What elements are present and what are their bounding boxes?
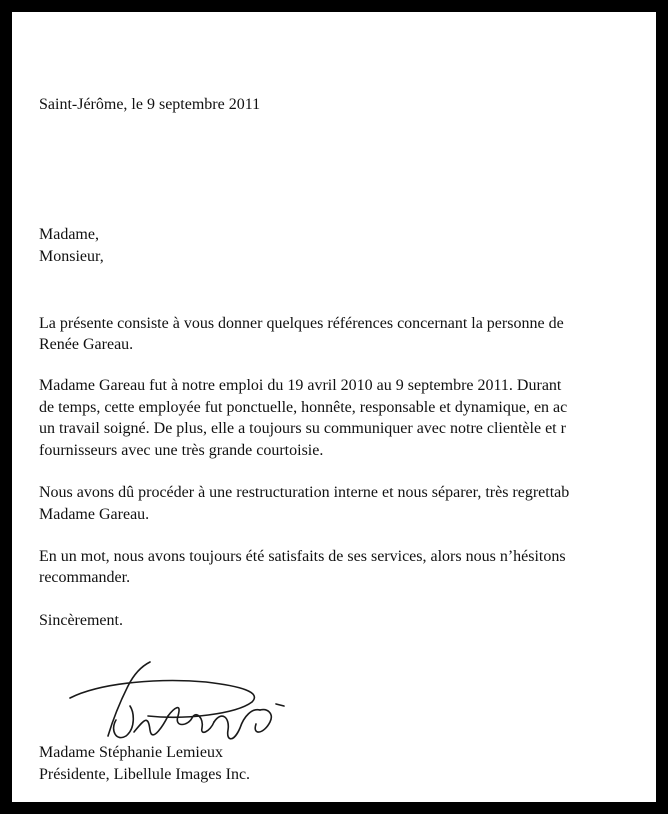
place-date: Saint-Jérôme, le 9 septembre 2011 — [39, 96, 261, 113]
paragraph-2-line-4: fournisseurs avec une très grande courtoisie. — [39, 442, 324, 459]
paragraph-4-line-1: En un mot, nous avons toujours été satisfaits de ses services, alors nous n’hésitons — [39, 548, 566, 565]
handwritten-signature — [64, 658, 294, 750]
letter-page — [12, 12, 656, 802]
salutation-madame: Madame, — [39, 226, 99, 243]
paragraph-1-line-2: Renée Gareau. — [39, 336, 134, 353]
paragraph-1-line-1: La présente consiste à vous donner quelques références concernant la personne de — [39, 315, 564, 332]
salutation-monsieur: Monsieur, — [39, 248, 104, 265]
closing: Sincèrement. — [39, 612, 123, 629]
signer-name: Madame Stéphanie Lemieux — [39, 744, 223, 761]
paragraph-2-line-1: Madame Gareau fut à notre emploi du 19 avril 2010 au 9 septembre 2011. Durant — [39, 377, 562, 394]
paragraph-2-line-2: de temps, cette employée fut ponctuelle, honnête, responsable et dynamique, en ac — [39, 399, 568, 416]
paragraph-3-line-2: Madame Gareau. — [39, 506, 150, 523]
paragraph-2-line-3: un travail soigné. De plus, elle a toujours su communiquer avec notre clientèle et r — [39, 420, 566, 437]
paragraph-3-line-1: Nous avons dû procéder à une restructuration interne et nous séparer, très regrettab — [39, 484, 570, 501]
signer-title: Présidente, Libellule Images Inc. — [39, 766, 251, 783]
paragraph-4-line-2: recommander. — [39, 569, 131, 586]
